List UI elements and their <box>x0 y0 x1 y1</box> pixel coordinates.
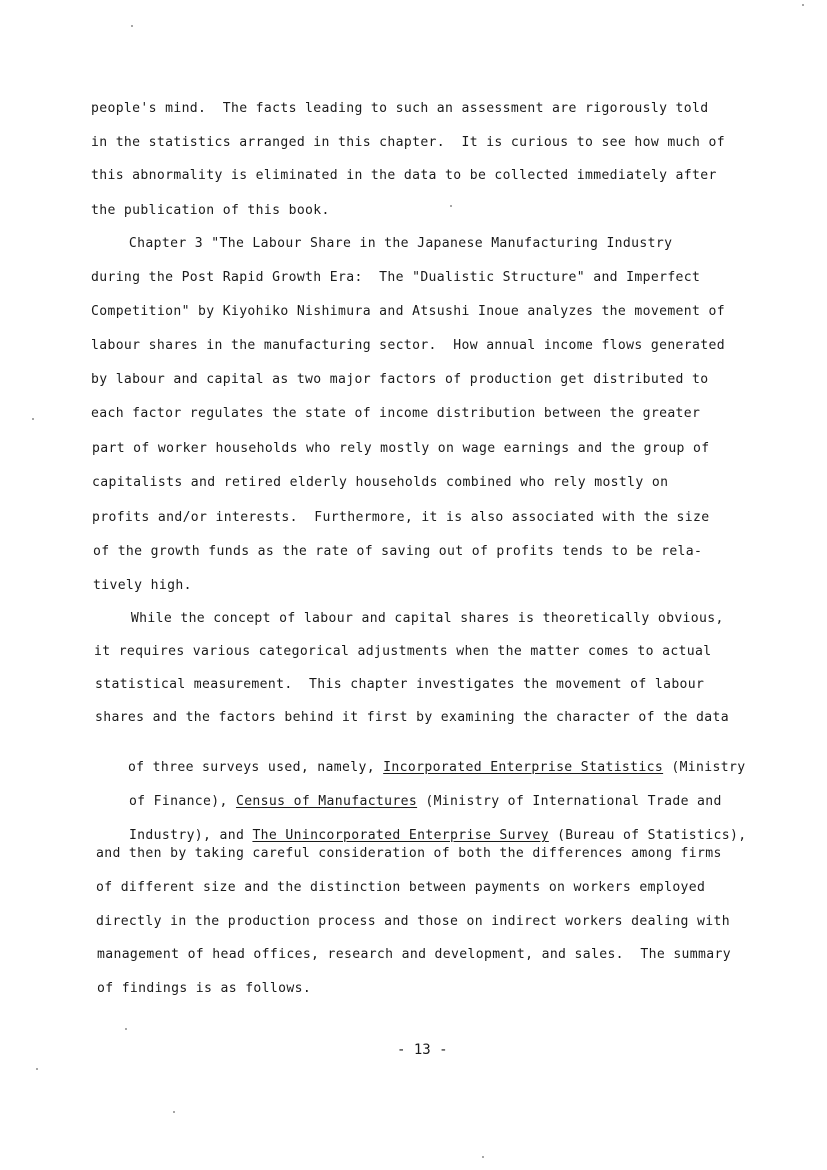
text-fragment: Industry), and <box>128 828 253 843</box>
text-line: and then by taking careful consideration of both the differences among firms <box>96 846 722 861</box>
text-line: tively high. <box>93 578 192 593</box>
text-line: Chapter 3 "The Labour Share in the Japanese Manufacturing Industry <box>96 236 673 251</box>
scan-speck <box>32 418 34 420</box>
underlined-source-title: Census of Manufactures <box>235 794 418 809</box>
text-line: during the Post Rapid Growth Era: The "Dualistic Structure" and Imperfect <box>91 270 701 285</box>
text-line: the publication of this book. <box>91 203 330 218</box>
scan-speck <box>131 25 133 27</box>
scan-speck <box>125 1028 127 1030</box>
scan-speck <box>450 205 452 207</box>
text-line: labour shares in the manufacturing sector. How annual income flows generated <box>91 338 725 353</box>
text-line: Competition" by Kiyohiko Nishimura and Atsushi Inoue analyzes the movement of <box>91 304 725 319</box>
text-line: profits and/or interests. Furthermore, it is also associated with the size <box>92 510 710 525</box>
scan-speck <box>173 1111 175 1113</box>
text-line: it requires various categorical adjustments when the matter comes to actual <box>94 644 712 659</box>
text-line: shares and the factors behind it first by examining the character of the data <box>95 710 729 725</box>
text-line: capitalists and retired elderly households combined who rely mostly on <box>92 475 669 490</box>
scan-speck <box>802 4 804 6</box>
text-line: of findings is as follows. <box>97 981 312 996</box>
underlined-source-title: Incorporated Enterprise Statistics <box>383 760 664 775</box>
text-fragment: of Finance), <box>128 794 236 809</box>
text-line: by labour and capital as two major factors of production get distributed to <box>91 372 709 387</box>
text-fragment: of three surveys used, namely, <box>127 760 384 775</box>
scan-speck <box>482 1156 484 1158</box>
text-line: directly in the production process and those on indirect workers dealing with <box>96 914 730 929</box>
text-fragment: (Bureau of Statistics), <box>548 828 747 843</box>
text-line: statistical measurement. This chapter investigates the movement of labour <box>95 677 705 692</box>
scan-speck <box>36 1068 38 1070</box>
text-fragment: (Ministry of International Trade and <box>417 794 722 809</box>
text-line: people's mind. The facts leading to such an assessment are rigorously told <box>91 101 709 116</box>
text-line: each factor regulates the state of income distribution between the greater <box>91 406 701 421</box>
text-line: of the growth funds as the rate of saving out of profits tends to be rela- <box>93 544 703 559</box>
text-fragment: (Ministry <box>663 760 746 775</box>
text-line: management of head offices, research and development, and sales. The summary <box>97 947 731 962</box>
text-line: While the concept of labour and capital shares is theoretically obvious, <box>98 611 724 626</box>
underlined-source-title: The Unincorporated Enterprise Survey <box>252 828 549 843</box>
text-line: part of worker households who rely mostly on wage earnings and the group of <box>92 441 710 456</box>
text-line: in the statistics arranged in this chapter. It is curious to see how much of <box>91 135 725 150</box>
text-line: of different size and the distinction between payments on workers employed <box>96 880 706 895</box>
page-number: - 13 - <box>397 1042 448 1058</box>
text-line: this abnormality is eliminated in the data to be collected immediately after <box>91 168 717 183</box>
